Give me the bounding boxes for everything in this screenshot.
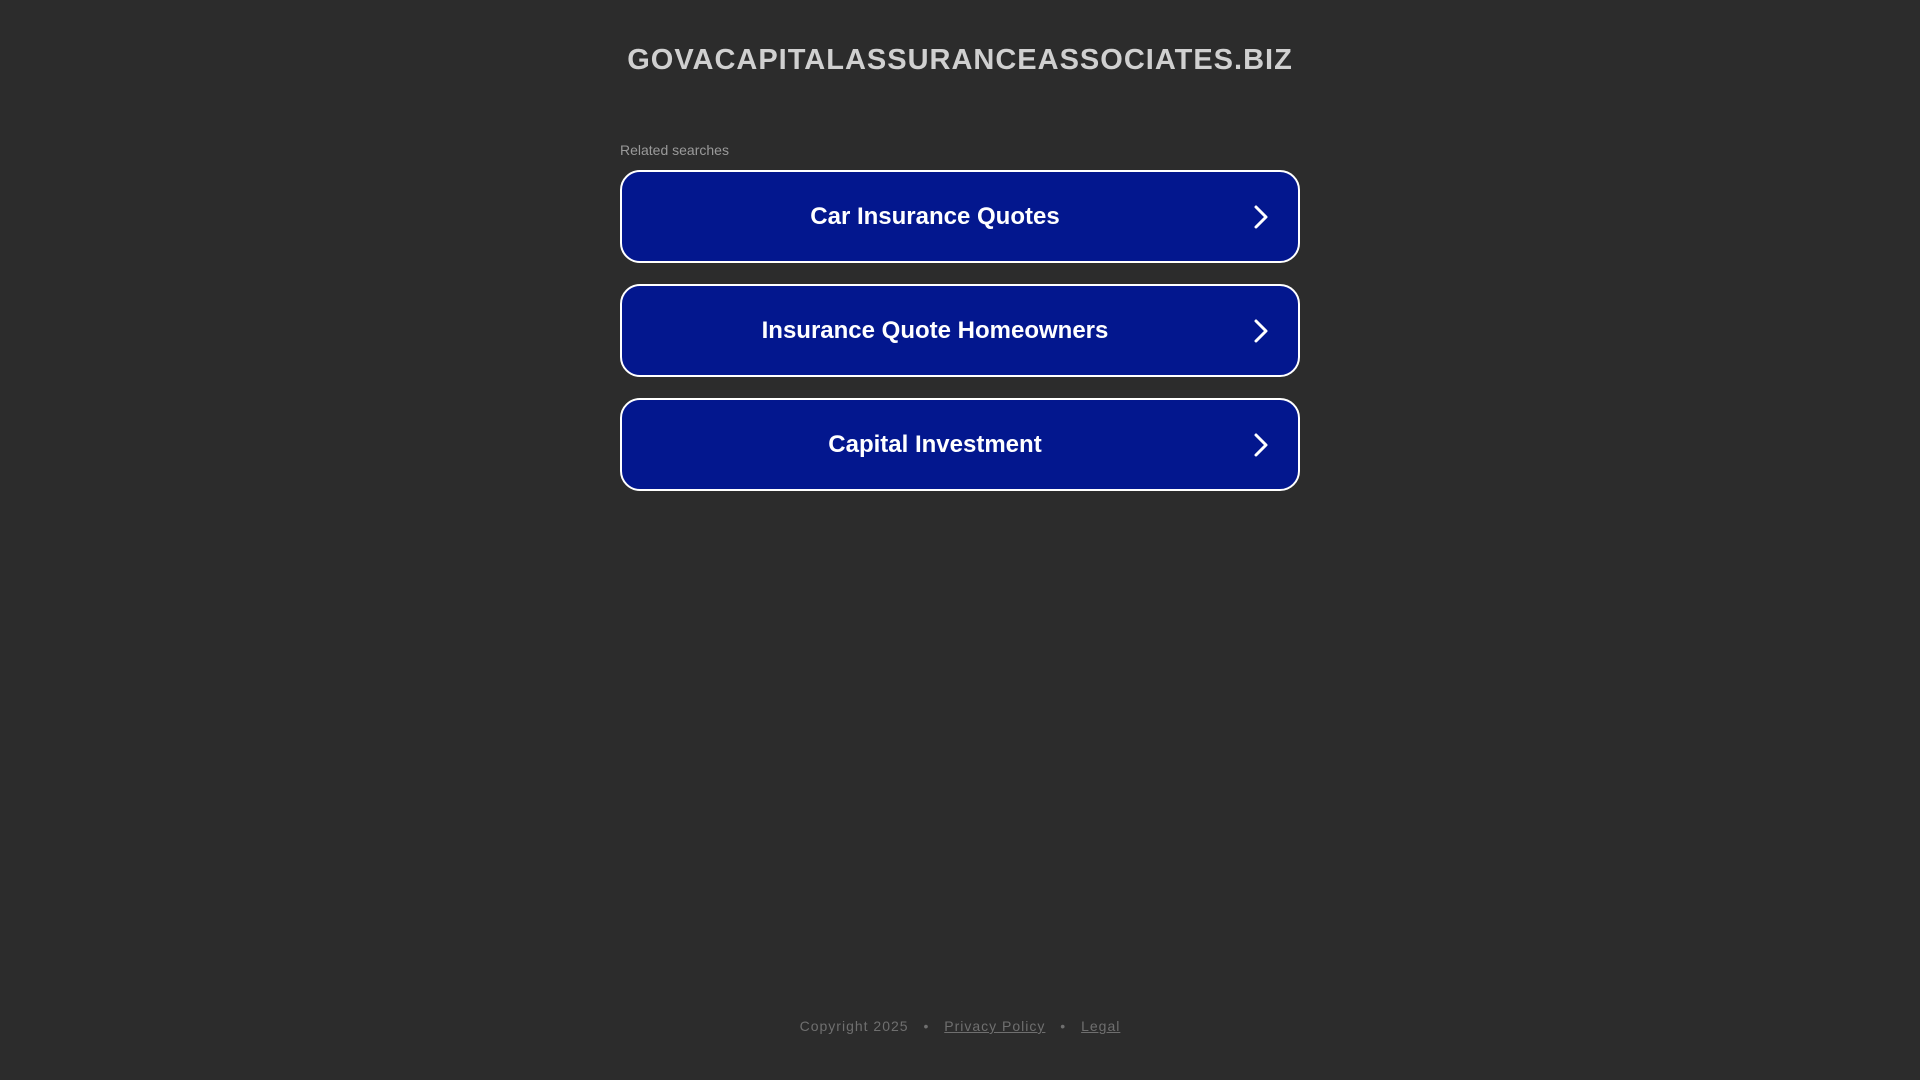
footer-separator: • <box>923 1018 930 1034</box>
chevron-right-icon <box>1248 432 1274 458</box>
search-link-car-insurance-quotes[interactable] <box>620 170 1300 263</box>
search-link-insurance-quote-homeowners[interactable] <box>620 284 1300 377</box>
footer <box>0 1018 1920 1034</box>
chevron-right-icon <box>1248 318 1274 344</box>
search-link-capital-investment[interactable] <box>620 398 1300 491</box>
related-searches <box>620 142 1300 512</box>
copyright-text: Copyright 2025 <box>799 1018 909 1034</box>
site-title: GOVACAPITALASSURANCEASSOCIATES.BIZ <box>627 44 1293 76</box>
search-link-label: Insurance Quote Homeowners <box>761 316 1109 344</box>
legal-link[interactable]: Legal <box>1081 1018 1121 1034</box>
chevron-right-icon <box>1248 204 1274 230</box>
search-link-label: Car Insurance Quotes <box>810 202 1060 230</box>
related-searches-label: Related searches <box>620 142 729 158</box>
footer-separator: • <box>1060 1018 1067 1034</box>
search-link-label: Capital Investment <box>828 430 1042 458</box>
privacy-policy-link[interactable]: Privacy Policy <box>944 1018 1046 1034</box>
